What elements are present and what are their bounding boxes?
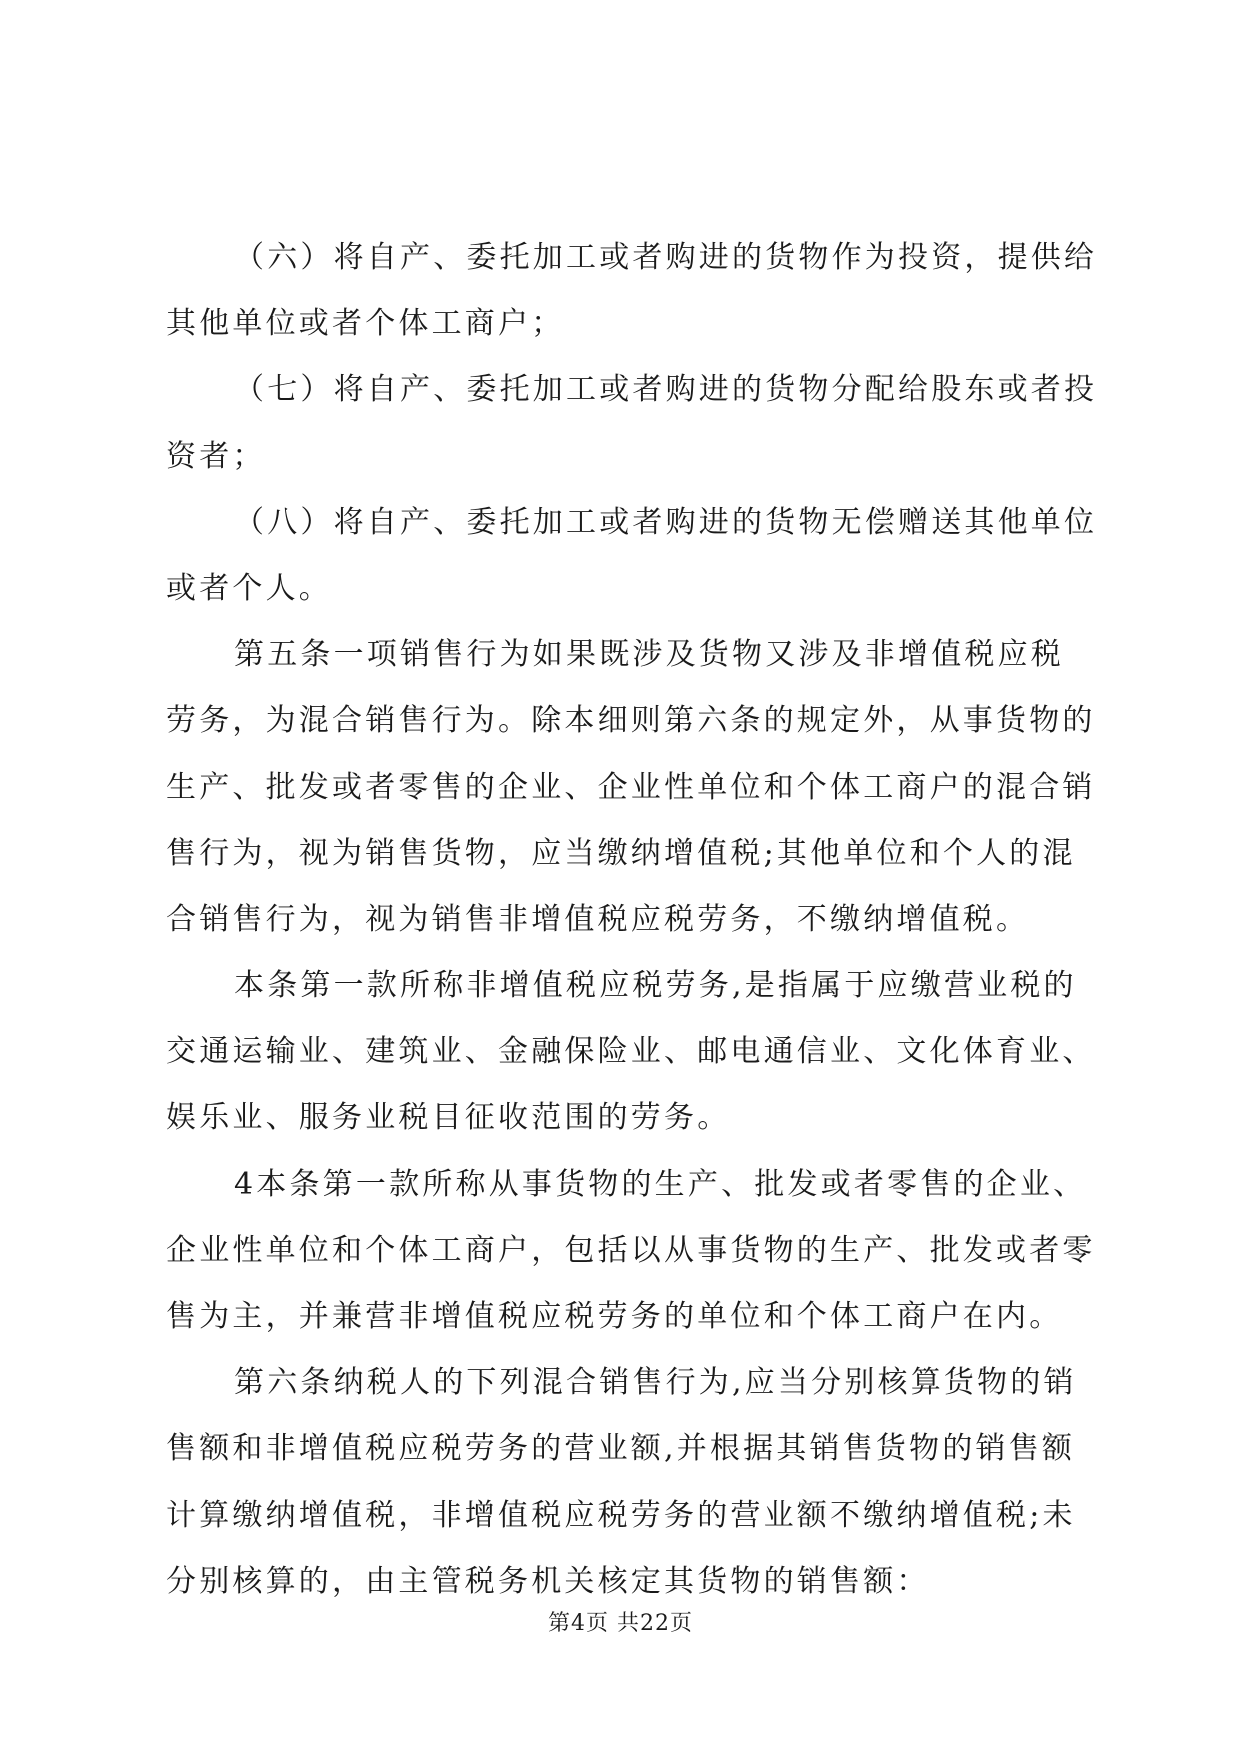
paragraph-line: 劳务，为混合销售行为。除本细则第六条的规定外，从事货物的: [166, 703, 1096, 739]
paragraph-line: （六）将自产、委托加工或者购进的货物作为投资，提供给: [234, 240, 1098, 275]
paragraph-line: 娱乐业、服务业税目征收范围的劳务。: [166, 1100, 731, 1136]
paragraph-line: 售为主，并兼营非增值税应税劳务的单位和个体工商户在内。: [166, 1299, 1063, 1334]
paragraph-line: 交通运输业、建筑业、金融保险业、邮电通信业、文化体育业、: [166, 1034, 1096, 1070]
paragraph-line: 合销售行为，视为销售非增值税应税劳务，不缴纳增值税。: [166, 901, 1030, 937]
paragraph-line: 第六条纳税人的下列混合销售行为,应当分别核算货物的销: [234, 1365, 1077, 1401]
paragraph-line: 其他单位或者个体工商户；: [166, 306, 565, 342]
paragraph-line: 企业性单位和个体工商户，包括以从事货物的生产、批发或者零: [166, 1232, 1096, 1268]
paragraph-line: 第五条一项销售行为如果既涉及货物又涉及非增值税应税: [234, 637, 1064, 673]
paragraph-line: 分别核算的，由主管税务机关核定其货物的销售额：: [166, 1563, 930, 1599]
page-number-footer: 第4页 共22页: [548, 1611, 693, 1636]
paragraph-line: 生产、批发或者零售的企业、企业性单位和个体工商户的混合销: [166, 769, 1096, 805]
paragraph-line: 计算缴纳增值税，非增值税应税劳务的营业额不缴纳增值税;未: [166, 1497, 1076, 1533]
paragraph-line: 资者；: [166, 438, 266, 474]
paragraph-line: 4本条第一款所称从事货物的生产、批发或者零售的企业、: [234, 1166, 1087, 1202]
paragraph-line: 或者个人。: [166, 570, 332, 606]
document-body: [166, 225, 1098, 1615]
paragraph-line: 售额和非增值税应税劳务的营业额,并根据其销售货物的销售额: [166, 1431, 1076, 1467]
paragraph-line: （八）将自产、委托加工或者购进的货物无偿赠送其他单位: [234, 504, 1098, 540]
paragraph-line: （七）将自产、委托加工或者购进的货物分配给股东或者投: [234, 372, 1098, 408]
paragraph-line: 售行为，视为销售货物，应当缴纳增值税;其他单位和个人的混: [166, 835, 1076, 871]
paragraph-line: 本条第一款所称非增值税应税劳务,是指属于应缴营业税的: [234, 968, 1077, 1004]
